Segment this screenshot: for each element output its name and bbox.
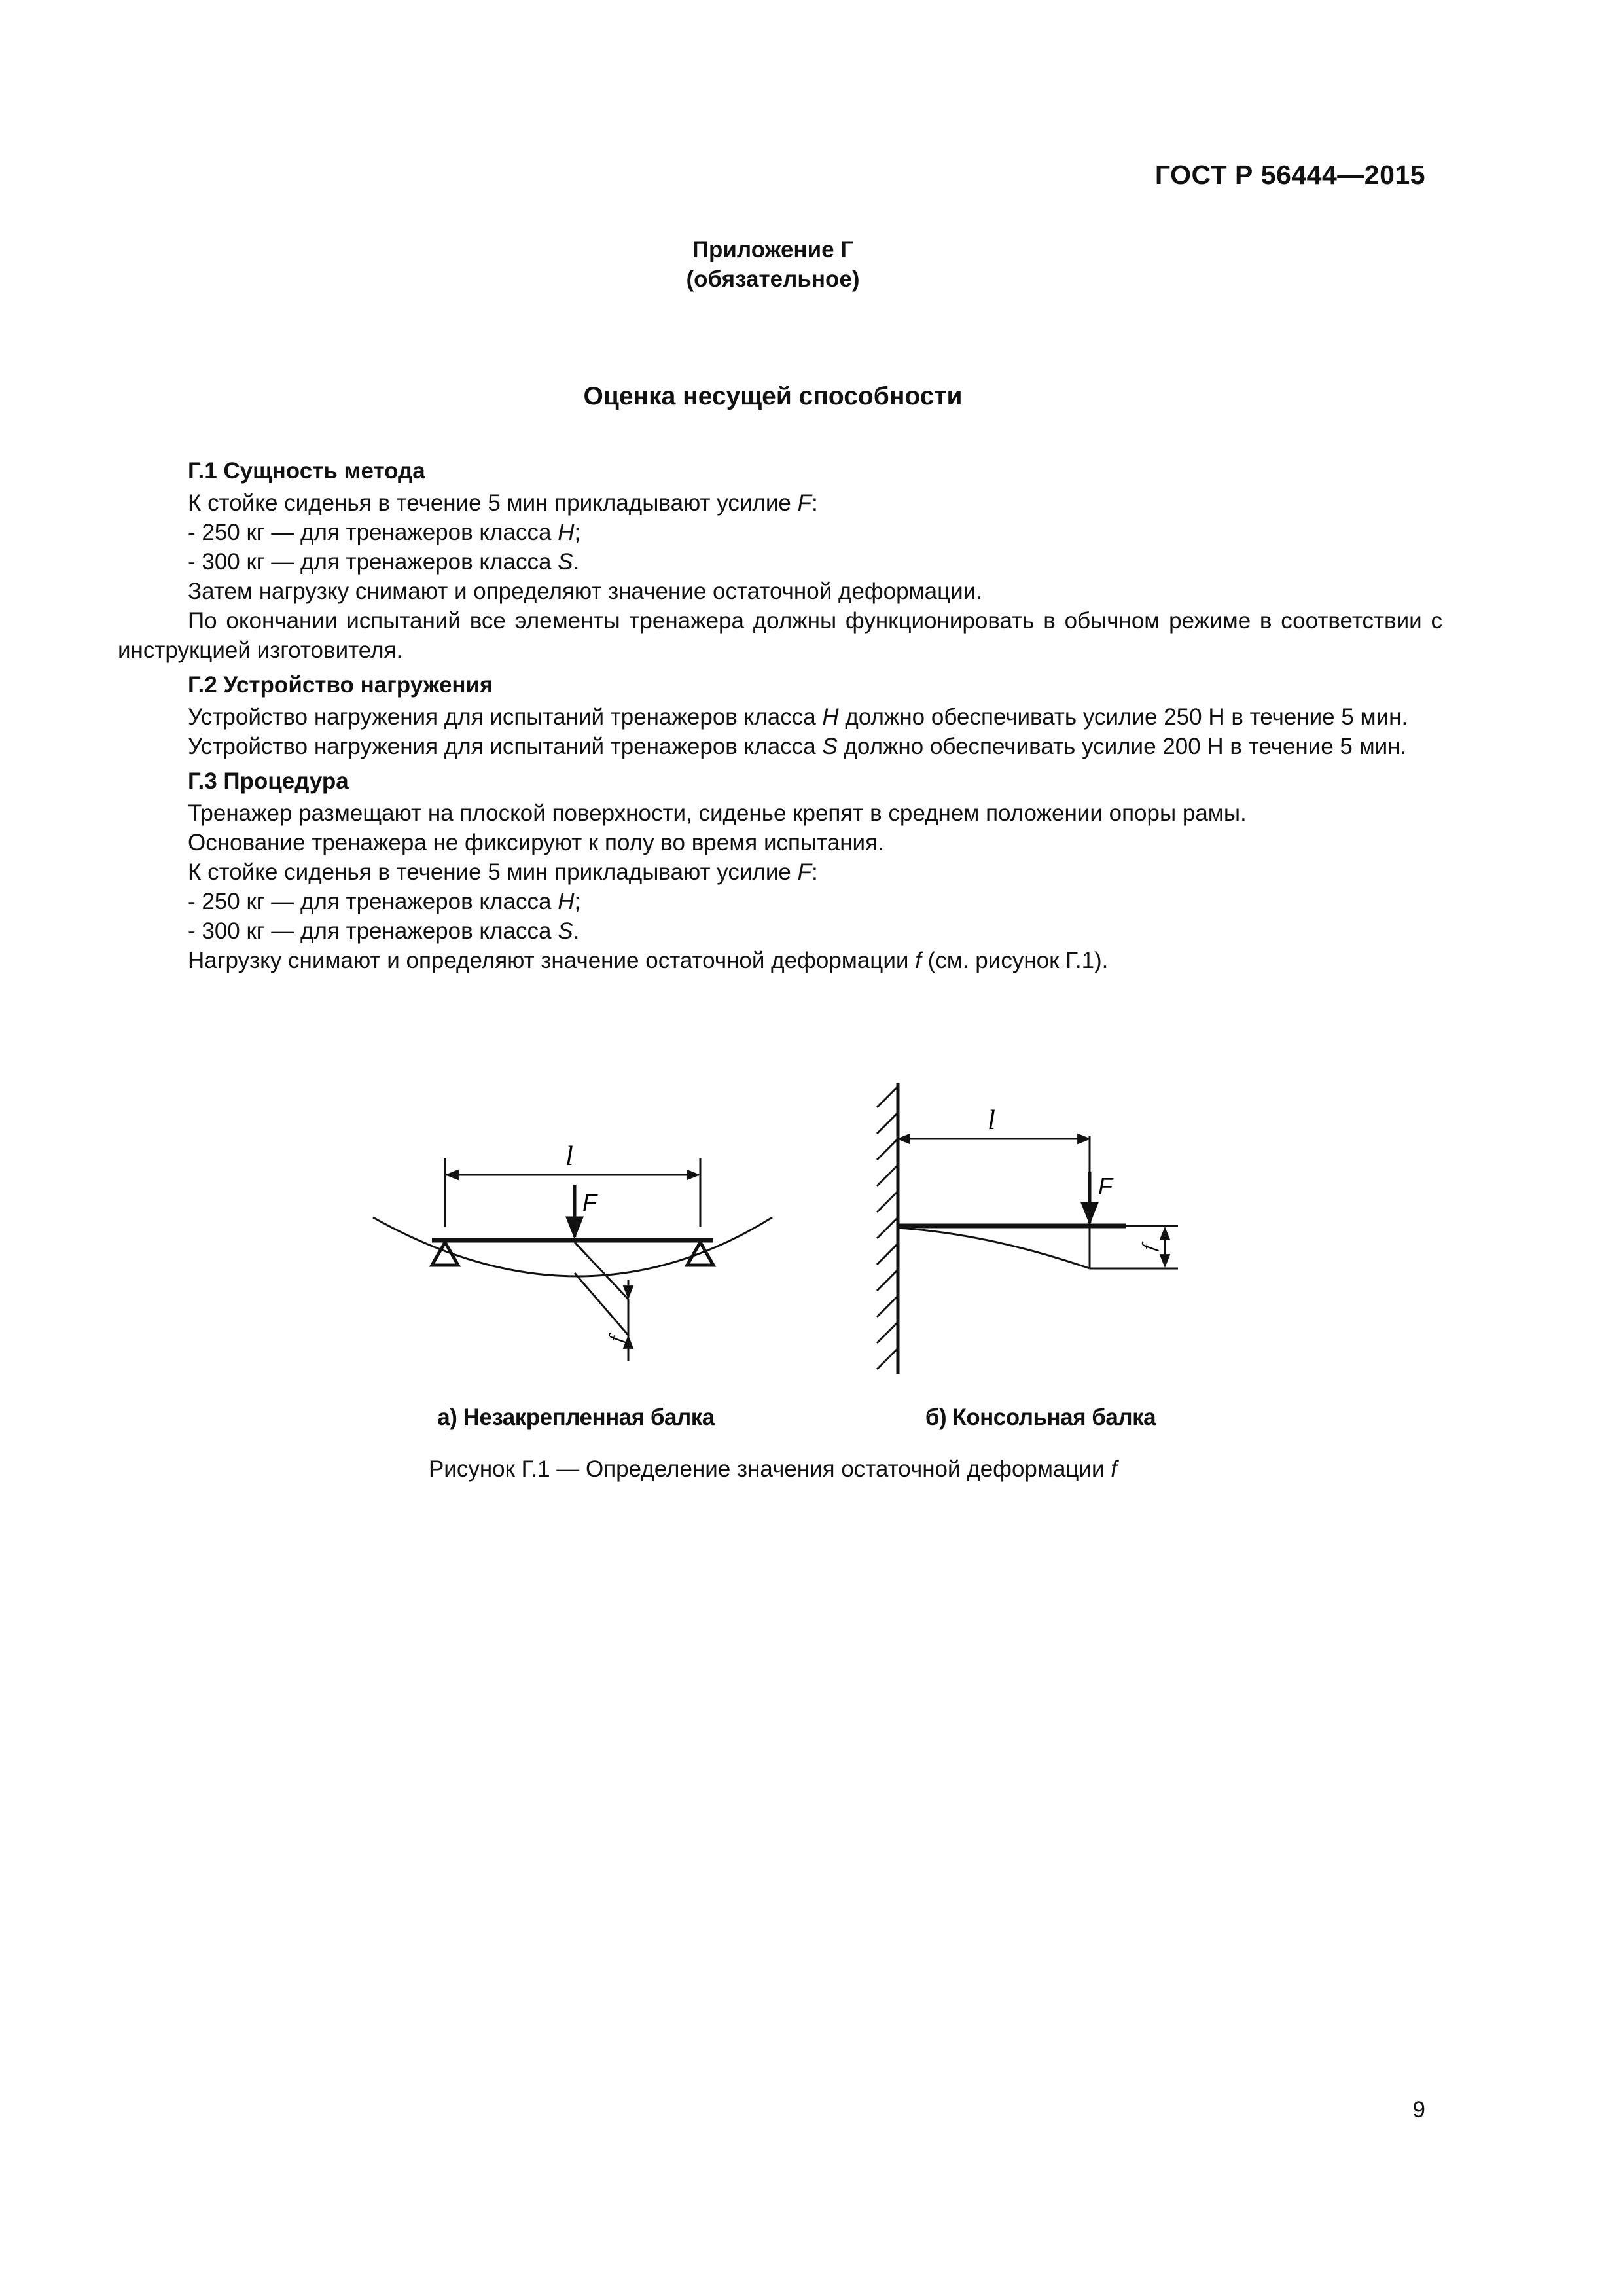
page-number: 9 <box>1412 2097 1425 2123</box>
section-title: Оценка несущей способности <box>583 382 963 410</box>
force-label: F <box>582 1189 597 1216</box>
g1-item-s: - 300 кг — для тренажеров класса S. <box>188 549 580 575</box>
deform-label-right: f <box>1137 1242 1160 1252</box>
length-label: l <box>988 1105 995 1136</box>
g3-line-2: Основание тренажера не фиксируют к полу во время испытания. <box>188 830 884 855</box>
g2-paragraph-1: Устройство нагружения для испытаний тренажеров класса H должно обеспечивать усилие 250 Н в течение 5 мин. <box>188 704 1408 730</box>
deform-label-left: f <box>605 1335 628 1344</box>
caption-left: а) Незакрепленная балка <box>437 1405 715 1430</box>
figure-caption: Рисунок Г.1 — Определение значения остаточной деформации f <box>428 1456 1118 1482</box>
caption-right: б) Консольная балка <box>925 1405 1156 1430</box>
figure-simply-supported-beam <box>366 1113 798 1374</box>
heading-g1: Г.1 Сущность метода <box>188 458 425 484</box>
g1-line-1: К стойке сиденья в течение 5 мин прикладывают усилие F: <box>188 490 818 516</box>
deflection-curve <box>373 1217 772 1276</box>
g3-line-1: Тренажер размещают на плоской поверхности, сиденье крепят в среднем положении опоры рамы. <box>188 800 1247 826</box>
wall-hatching <box>877 1086 898 1369</box>
g3-item-h: - 250 кг — для тренажеров класса H; <box>188 889 581 914</box>
force-label: F <box>1098 1173 1113 1200</box>
document-header: ГОСТ Р 56444—2015 <box>1154 160 1425 190</box>
g3-line-6: Нагрузку снимают и определяют значение остаточной деформации f (см. рисунок Г.1). <box>188 948 1109 973</box>
deflection-curve <box>898 1228 1090 1268</box>
length-label: l <box>565 1141 573 1172</box>
g1-line-5: По окончании испытаний все элементы тренажера должны функционировать в обычном режиме в соответствии с инструкцией изготовителя. <box>118 608 1442 663</box>
g2-paragraph-2: Устройство нагружения для испытаний тренажеров класса S должно обеспечивать усилие 200 Н в течение 5 мин. <box>188 734 1407 759</box>
heading-g3: Г.3 Процедура <box>188 768 349 794</box>
g3-line-3: К стойке сиденья в течение 5 мин прикладывают усилие F: <box>188 859 818 885</box>
appendix-status: (обязательное) <box>686 266 860 292</box>
g1-line-4: Затем нагрузку снимают и определяют значение остаточной деформации. <box>188 579 982 604</box>
appendix-title: Приложение Г <box>692 237 854 262</box>
g1-item-h: - 250 кг — для тренажеров класса H; <box>188 520 581 545</box>
body-text <box>118 451 1442 975</box>
g3-item-s: - 300 кг — для тренажеров класса S. <box>188 918 580 944</box>
heading-g2: Г.2 Устройство нагружения <box>188 672 493 698</box>
figure-cantilever-beam <box>857 1073 1198 1381</box>
